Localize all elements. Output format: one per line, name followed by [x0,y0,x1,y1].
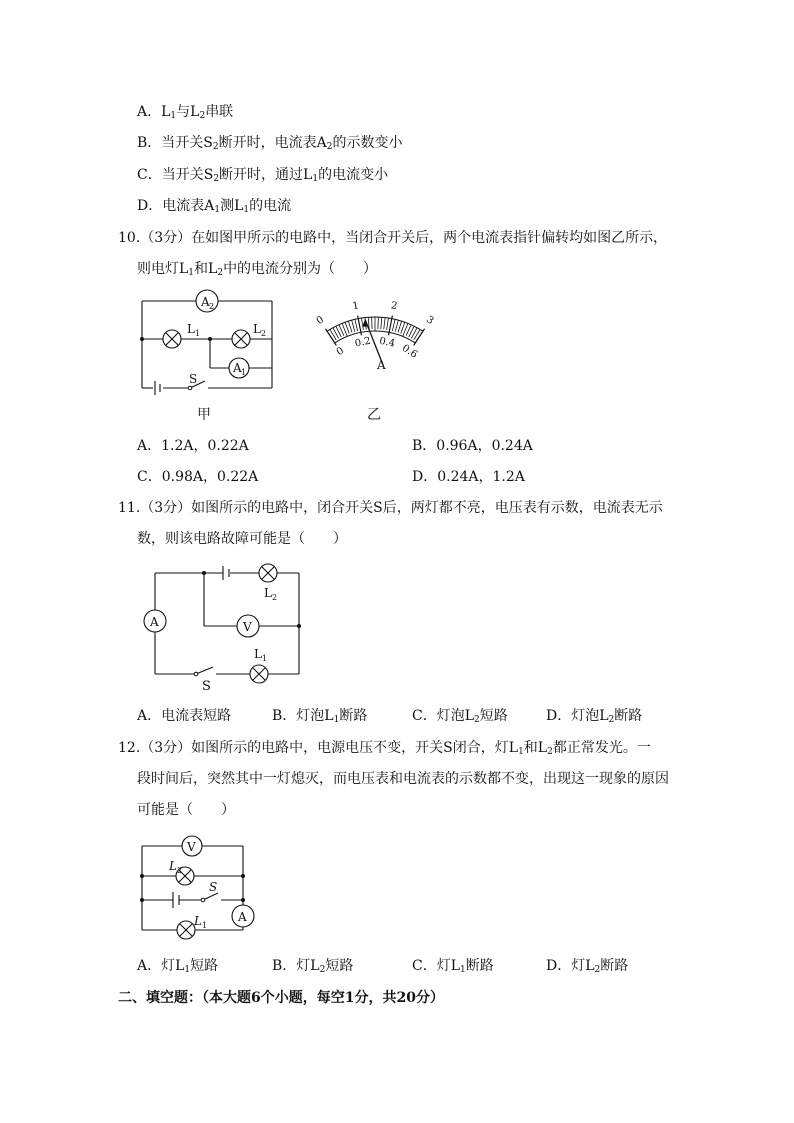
q10-jia-a2-sub: 2 [209,302,215,311]
q10-jia-caption: 甲 [197,407,211,423]
q9-option-c: C．当开关$S_2$断开时，通过$L_1$的电流变小 [137,167,389,184]
dial-upper-label: 0 [314,314,326,328]
q12-stem-line3: 可能是（ ） [137,802,235,818]
q12-option-a: A．灯$L_1$短路 [137,958,219,975]
q11-option-d: D．灯泡$L_2$断路 [546,708,643,725]
q10-option-c: C．0.98A，0.22A [137,469,259,485]
q12-node-d [241,898,245,902]
q11-l2-label: L [264,586,272,600]
q10-jia-l1-sub: 1 [195,329,201,338]
q12-ammeter [232,905,254,927]
q11-l1-sub: 1 [262,654,268,663]
q10-jia-l1-label: L [187,322,195,336]
q10-stem-line2: 则电灯$L_1$和$L_2$中的电流分别为（ ） [137,261,378,278]
q12-option-c: C．灯$L_1$断路 [412,958,494,975]
q11-ammeter-label: A [150,615,159,629]
q12-wires [142,846,243,930]
q10-jia-a1-sub: 1 [241,368,247,377]
q12-node-c [241,874,245,878]
q12-battery [173,892,179,908]
q10-option-d: D．0.24A，1.2A [412,469,525,485]
q12-node-a [140,874,144,878]
q12-l2-sub: 2 [177,866,183,875]
q9-option-a: A．$L_1$与$L_2$串联 [137,104,234,121]
q10-yi-caption: 乙 [367,407,381,423]
dial-upper-label: 2 [389,300,399,313]
q11-l1-label: L [254,647,262,661]
dial-lower-label: 0.4 [378,335,396,350]
q12-stem-line2: 段时间后，突然其中一灯熄灭，而电压表和电流表的示数都不变，出现这一现象的原因 [137,771,669,787]
q12-l2-label: L [169,859,177,873]
dial-lower-label: 0.2 [354,335,372,350]
q12-l1-sub: 1 [202,921,208,930]
q11-l2-sub: 2 [272,593,278,602]
q9-option-b: B．当开关$S_2$断开时，电流表$A_2$的示数变小 [137,135,403,152]
q10-jia-l2-label: L [253,322,261,336]
q12-voltmeter-label: V [187,840,196,854]
q12-option-b: B．灯$L_2$短路 [272,958,354,975]
section2-title: 二、填空题：（本大题6个小题，每空1分，共20分） [118,990,444,1006]
q11-option-c: C．灯泡$L_2$短路 [412,708,508,725]
q10-option-a: A．1.2A，0.22A [137,438,249,454]
dial-unit-label: A [377,358,386,372]
q12-stem-line1: 12.（3分）如图所示的电路中，电源电压不变，开关S闭合，灯$L_1$和$L_2$都正常发光。一 [118,740,651,757]
q12-l1-label: L [194,914,202,928]
q11-voltmeter-label: V [243,620,252,634]
q12-node-b [140,898,144,902]
q10-stem-line1: 10.（3分）在如图甲所示的电路中，当闭合开关后，两个电流表指针偏转均如图乙所示， [118,230,668,246]
q10-option-b: B．0.96A，0.24A [412,438,533,454]
dial-lower-label: 0 [334,345,347,359]
q10-jia-l2-sub: 2 [261,329,267,338]
q11-option-b: B．灯泡$L_1$断路 [272,708,368,725]
q10-jia-a1-label: A [233,361,242,375]
q10-jia-a2-label: A [201,295,210,309]
q12-ammeter-label: A [238,910,247,924]
dial-upper-label: 1 [351,300,361,313]
q11-stem-line1: 11.（3分）如图所示的电路中，闭合开关S后，两灯都不亮，电压表有示数，电流表无示 [118,500,663,516]
q12-lamp-l1 [177,921,195,939]
q12-switch-label: S [209,880,218,894]
q11-option-a: A．电流表短路 [137,708,232,724]
q12-voltmeter [182,836,202,856]
q9-option-d: D．电流表$A_1$测$L_1$的电流 [137,198,292,215]
q12-switch-pivot [201,898,205,902]
dial-lower-label: 0.6 [399,342,420,361]
q11-stem-line2: 数，则该电路故障可能是（ ） [137,531,347,547]
q12-option-d: D．灯$L_2$断路 [546,958,629,975]
q11-switch-label: S [202,679,211,694]
q10-jia-switch-label: S [189,372,198,386]
dial-upper-label: 3 [424,314,436,328]
